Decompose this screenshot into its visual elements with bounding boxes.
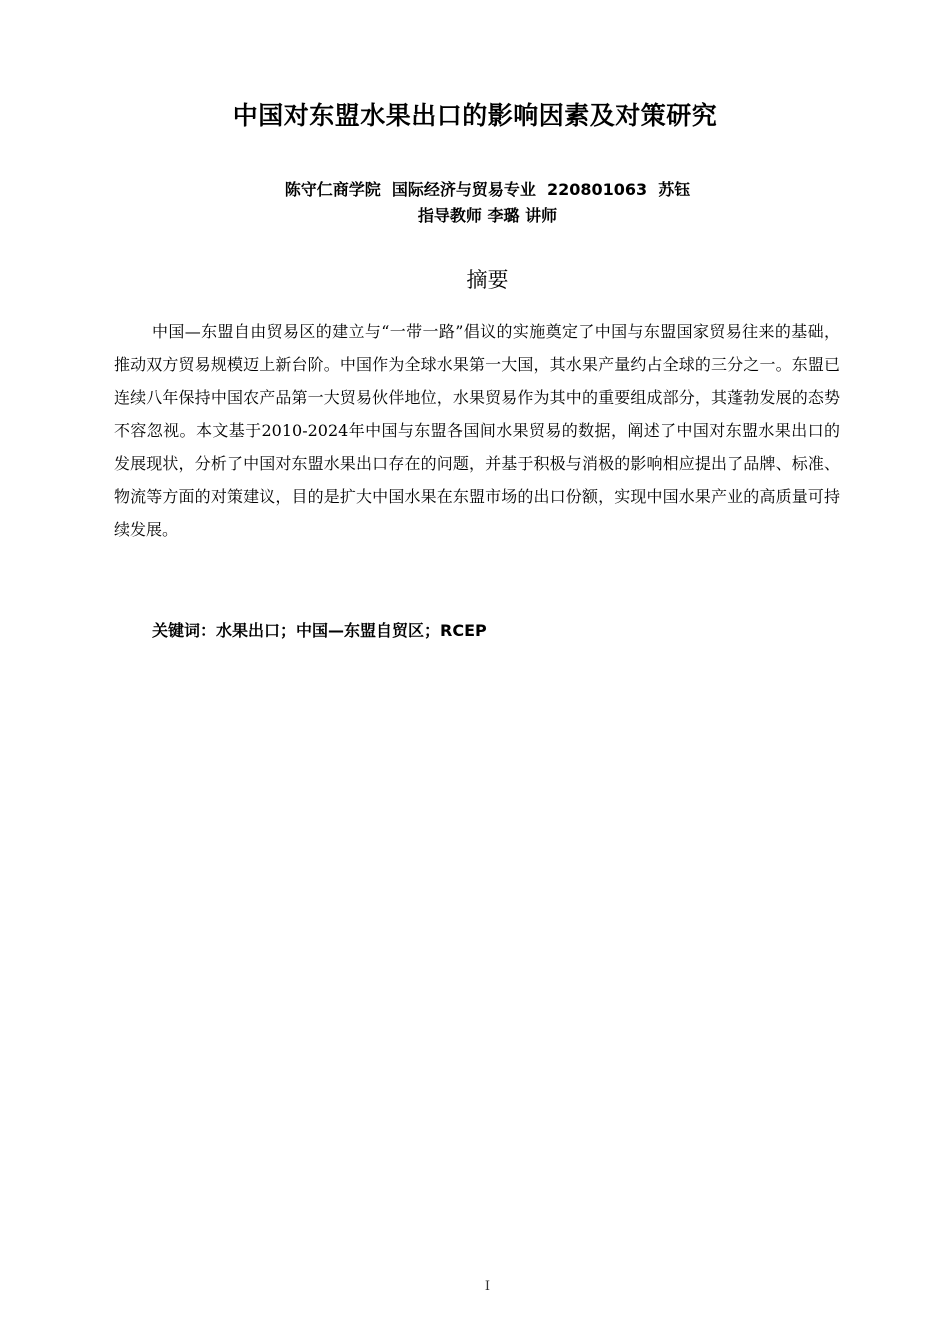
abstract-body: 中国—东盟自由贸易区的建立与“一带一路”倡议的实施奠定了中国与东盟国家贸易往来的基础，推动双方贸易规模迈上新台阶。中国作为全球水果第一大国，其水果产量约占全球的三分之一。东盟已连续八年保持中国农产品第一大贸易伙伴地位，水果贸易作为其中的重要组成部分，其蓬勃发展的态势不容忽视。本文基于2010-2024年中国与东盟各国间水果贸易的数据，阐述了中国对东盟水果出口的发展现状，分析了中国对东盟水果出口存在的问题，并基于积极与消极的影响相应提出了品牌、标准、物流等方面的对策建议，目的是扩大中国水果在东盟市场的出口份额，实现中国水果产业的高质量可持续发展。 xyxy=(114,322,840,539)
keywords-line: 关键词：水果出口；中国—东盟自贸区；RCEP xyxy=(152,621,487,640)
abstract-heading: 摘要 xyxy=(466,268,509,292)
page-number: I xyxy=(484,1279,491,1294)
page-title: 中国对东盟水果出口的影响因素及对策研究 xyxy=(232,101,718,130)
advisor-info: 指导教师 李璐 讲师 xyxy=(417,206,558,225)
author-info: 陈守仁商学院 国际经济与贸易专业 220801063 苏钰 xyxy=(284,180,691,199)
